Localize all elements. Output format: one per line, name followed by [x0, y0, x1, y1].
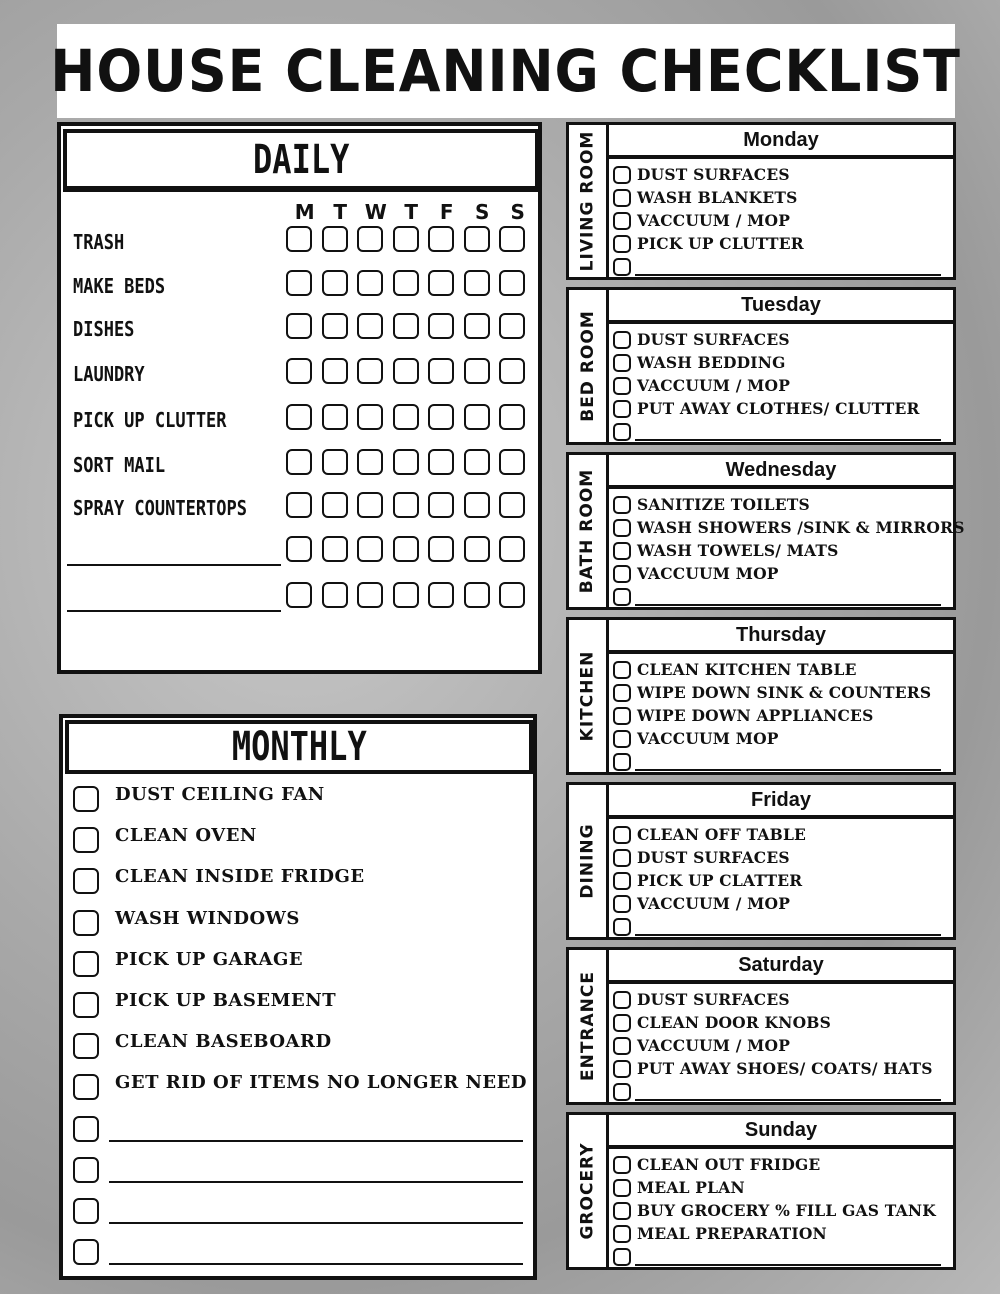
- daily-checkbox[interactable]: [499, 404, 525, 430]
- daily-row: [61, 222, 538, 262]
- weekly-checkbox[interactable]: [613, 354, 631, 372]
- weekly-task-label: DUST SURFACES: [637, 330, 790, 349]
- weekly-task-list: [613, 823, 949, 938]
- monthly-item: [63, 904, 533, 938]
- daily-checkbox[interactable]: [286, 536, 312, 562]
- daily-row: [61, 488, 538, 528]
- day-letter: F: [439, 200, 454, 224]
- monthly-heading-box: [65, 720, 533, 774]
- weekly-task: [613, 704, 949, 727]
- blank-write-in-line[interactable]: [635, 769, 941, 771]
- weekday-heading: Monday: [609, 125, 953, 159]
- blank-write-in-line[interactable]: [635, 439, 941, 441]
- weekly-task-label: VACCUUM MOP: [637, 564, 779, 583]
- daily-checkbox[interactable]: [464, 404, 490, 430]
- weekly-task: [613, 1034, 949, 1057]
- monthly-task-label: CLEAN INSIDE FRIDGE: [115, 866, 365, 888]
- weekly-panel-sunday: [566, 1112, 956, 1270]
- weekly-task-label: WASH BEDDING: [637, 353, 786, 372]
- daily-checkbox-group: [286, 358, 535, 384]
- daily-checkbox[interactable]: [428, 226, 454, 252]
- daily-checkbox[interactable]: [322, 582, 348, 608]
- weekly-task: [613, 681, 949, 704]
- weekly-task: [613, 232, 949, 255]
- weekly-task-list: [613, 988, 949, 1103]
- monthly-checkbox[interactable]: [73, 1033, 99, 1059]
- monthly-task-label: WASH WINDOWS: [115, 907, 300, 929]
- monthly-item: [63, 1027, 533, 1061]
- daily-checkbox-group: [286, 226, 535, 252]
- weekly-task-list: [613, 1153, 949, 1268]
- blank-write-in-line[interactable]: [109, 1222, 523, 1224]
- weekly-checkbox[interactable]: [613, 377, 631, 395]
- weekly-task-label: CLEAN KITCHEN TABLE: [637, 660, 857, 679]
- weekly-task: [613, 1245, 949, 1268]
- page-title: HOUSE CLEANING CHECKLIST: [50, 37, 962, 105]
- weekly-task-list: [613, 493, 965, 608]
- monthly-task-label: GET RID OF ITEMS NO LONGER NEED: [115, 1072, 527, 1094]
- weekly-task: [613, 658, 949, 681]
- weekly-checkbox[interactable]: [613, 1202, 631, 1220]
- weekly-task: [613, 727, 949, 750]
- weekly-checkbox[interactable]: [613, 1083, 631, 1101]
- daily-checkbox[interactable]: [286, 582, 312, 608]
- weekly-task: [613, 1057, 949, 1080]
- weekly-checkbox[interactable]: [613, 849, 631, 867]
- daily-task-label: LAUNDRY: [73, 362, 145, 386]
- daily-checkbox[interactable]: [357, 270, 383, 296]
- daily-checkbox[interactable]: [393, 358, 419, 384]
- room-label-bar: [569, 620, 609, 772]
- weekly-checkbox[interactable]: [613, 258, 631, 276]
- monthly-checkbox[interactable]: [73, 1074, 99, 1100]
- daily-checkbox[interactable]: [499, 270, 525, 296]
- weekly-task: [613, 516, 965, 539]
- daily-checkbox[interactable]: [428, 270, 454, 296]
- weekly-checkbox[interactable]: [613, 423, 631, 441]
- weekly-task-label: BUY GROCERY % FILL GAS TANK: [637, 1201, 936, 1220]
- daily-checkbox[interactable]: [428, 404, 454, 430]
- weekly-task-list: [613, 163, 949, 278]
- daily-checkbox[interactable]: [357, 582, 383, 608]
- weekly-panel-thursday: [566, 617, 956, 775]
- weekly-task-label: VACCUUM / MOP: [637, 1036, 791, 1055]
- monthly-checkbox[interactable]: [73, 1157, 99, 1183]
- weekly-task: [613, 1199, 949, 1222]
- daily-task-label: SORT MAIL: [73, 453, 166, 477]
- weekly-task: [613, 351, 949, 374]
- weekly-task-label: VACCUUM / MOP: [637, 211, 791, 230]
- monthly-item: [63, 1233, 533, 1267]
- daily-checkbox[interactable]: [357, 404, 383, 430]
- room-label: BED ROOM: [577, 310, 598, 422]
- weekly-checkbox[interactable]: [613, 1179, 631, 1197]
- daily-checkbox[interactable]: [322, 313, 348, 339]
- weekly-task-label: DUST SURFACES: [637, 990, 790, 1009]
- daily-checkbox-group: [286, 313, 535, 339]
- weekly-task: [613, 1153, 949, 1176]
- daily-checkbox[interactable]: [286, 226, 312, 252]
- weekly-task-label: MEAL PLAN: [637, 1178, 745, 1197]
- daily-checkbox[interactable]: [322, 226, 348, 252]
- weekly-checkbox[interactable]: [613, 212, 631, 230]
- weekly-checkbox[interactable]: [613, 661, 631, 679]
- room-label: GROCERY: [577, 1142, 598, 1240]
- weekly-task-label: PICK UP CLATTER: [637, 871, 803, 890]
- weekday-heading: Saturday: [609, 950, 953, 984]
- monthly-item: [63, 862, 533, 896]
- weekly-checkbox[interactable]: [613, 565, 631, 583]
- weekly-checkbox[interactable]: [613, 1225, 631, 1243]
- daily-checkbox[interactable]: [286, 492, 312, 518]
- monthly-task-label: PICK UP GARAGE: [115, 948, 304, 970]
- daily-checkbox-group: [286, 270, 535, 296]
- weekly-panel-wednesday: [566, 452, 965, 610]
- weekly-task-label: WASH BLANKETS: [637, 188, 798, 207]
- weekly-checkbox[interactable]: [613, 542, 631, 560]
- daily-checkbox-group: [286, 404, 535, 430]
- room-label: LIVING ROOM: [577, 130, 598, 272]
- monthly-item: [63, 986, 533, 1020]
- daily-checkbox[interactable]: [357, 313, 383, 339]
- weekly-checkbox[interactable]: [613, 991, 631, 1009]
- daily-task-label: MAKE BEDS: [73, 274, 166, 298]
- monthly-item: [63, 945, 533, 979]
- daily-checkbox[interactable]: [393, 270, 419, 296]
- daily-checkbox[interactable]: [286, 270, 312, 296]
- daily-checkbox[interactable]: [393, 536, 419, 562]
- blank-write-in-line[interactable]: [67, 564, 281, 566]
- daily-checkbox[interactable]: [322, 449, 348, 475]
- daily-checkbox[interactable]: [428, 536, 454, 562]
- weekly-checkbox[interactable]: [613, 189, 631, 207]
- room-label: ENTRANCE: [577, 971, 598, 1081]
- weekly-task-label: WIPE DOWN SINK & COUNTERS: [637, 683, 932, 702]
- daily-checkbox[interactable]: [499, 449, 525, 475]
- day-letter: S: [510, 200, 525, 224]
- weekly-task-label: MEAL PREPARATION: [637, 1224, 827, 1243]
- room-label-bar: [569, 455, 609, 607]
- daily-checkbox[interactable]: [393, 492, 419, 518]
- weekly-task-label: CLEAN DOOR KNOBS: [637, 1013, 831, 1032]
- monthly-task-label: PICK UP BASEMENT: [115, 990, 337, 1011]
- daily-checkbox[interactable]: [428, 358, 454, 384]
- daily-task-label: SPRAY COUNTERTOPS: [73, 496, 247, 520]
- day-letter: T: [333, 200, 348, 224]
- daily-checkbox[interactable]: [357, 358, 383, 384]
- blank-write-in-line[interactable]: [635, 274, 941, 276]
- monthly-task-label: CLEAN OVEN: [115, 825, 257, 847]
- weekly-checkbox[interactable]: [613, 872, 631, 890]
- weekly-task-label: WASH SHOWERS /SINK & MIRRORS: [637, 518, 965, 537]
- daily-row: [61, 309, 538, 349]
- blank-write-in-line[interactable]: [109, 1140, 523, 1142]
- weekly-task-label: PUT AWAY CLOTHES/ CLUTTER: [637, 399, 920, 418]
- room-label-bar: [569, 1115, 609, 1267]
- weekly-task-label: DUST SURFACES: [637, 848, 790, 867]
- room-label-bar: [569, 125, 609, 277]
- weekly-task-label: SANITIZE TOILETS: [637, 495, 810, 514]
- weekly-task-label: CLEAN OFF TABLE: [637, 825, 807, 844]
- weekly-task: [613, 1176, 949, 1199]
- daily-checkbox-group: [286, 582, 535, 608]
- weekly-checkbox[interactable]: [613, 166, 631, 184]
- room-label-bar: [569, 785, 609, 937]
- monthly-checkbox[interactable]: [73, 1239, 99, 1265]
- weekly-task: [613, 869, 949, 892]
- daily-row: [61, 532, 538, 572]
- weekly-checkbox[interactable]: [613, 1037, 631, 1055]
- weekly-task-list: [613, 658, 949, 773]
- weekly-checkbox[interactable]: [613, 588, 631, 606]
- weekday-heading: Friday: [609, 785, 953, 819]
- daily-checkbox[interactable]: [464, 313, 490, 339]
- weekly-task-label: VACCUUM MOP: [637, 729, 779, 748]
- daily-checkbox[interactable]: [428, 582, 454, 608]
- daily-checkbox[interactable]: [286, 358, 312, 384]
- weekly-task: [613, 750, 949, 773]
- daily-checkbox[interactable]: [499, 582, 525, 608]
- weekly-task: [613, 328, 949, 351]
- weekly-checkbox[interactable]: [613, 1060, 631, 1078]
- monthly-checkbox[interactable]: [73, 951, 99, 977]
- room-label-bar: [569, 290, 609, 442]
- weekly-task: [613, 1080, 949, 1103]
- monthly-section: [59, 714, 537, 1280]
- daily-checkbox[interactable]: [499, 536, 525, 562]
- weekly-checkbox[interactable]: [613, 1156, 631, 1174]
- daily-checkbox[interactable]: [428, 492, 454, 518]
- weekly-checkbox[interactable]: [613, 331, 631, 349]
- weekly-task: [613, 988, 949, 1011]
- daily-checkbox[interactable]: [464, 449, 490, 475]
- weekly-checkbox[interactable]: [613, 400, 631, 418]
- monthly-item: [63, 1151, 533, 1185]
- monthly-checkbox[interactable]: [73, 1198, 99, 1224]
- daily-row: [61, 266, 538, 306]
- weekly-task: [613, 585, 949, 608]
- weekly-task: [613, 374, 949, 397]
- weekly-task: [613, 493, 949, 516]
- weekly-panel-monday: [566, 122, 956, 280]
- daily-checkbox[interactable]: [393, 404, 419, 430]
- daily-heading: DAILY: [252, 136, 350, 183]
- daily-task-label: DISHES: [73, 317, 135, 341]
- monthly-task-label: CLEAN BASEBOARD: [115, 1031, 332, 1053]
- daily-checkbox[interactable]: [357, 492, 383, 518]
- daily-checkbox[interactable]: [464, 358, 490, 384]
- daily-checkbox[interactable]: [322, 358, 348, 384]
- weekly-checkbox[interactable]: [613, 918, 631, 936]
- daily-heading-box: [63, 129, 539, 192]
- daily-checkbox[interactable]: [464, 270, 490, 296]
- weekly-task: [613, 892, 949, 915]
- monthly-checkbox[interactable]: [73, 910, 99, 936]
- blank-write-in-line[interactable]: [67, 610, 281, 612]
- monthly-checkbox[interactable]: [73, 992, 99, 1018]
- monthly-checkbox[interactable]: [73, 1116, 99, 1142]
- monthly-item: [63, 1192, 533, 1226]
- weekly-task: [613, 915, 949, 938]
- weekday-heading: Wednesday: [609, 455, 953, 489]
- blank-write-in-line[interactable]: [109, 1181, 523, 1183]
- weekly-task-label: DUST SURFACES: [637, 165, 790, 184]
- weekly-checkbox[interactable]: [613, 753, 631, 771]
- day-letters: [287, 200, 536, 224]
- monthly-checkbox[interactable]: [73, 786, 99, 812]
- daily-row: [61, 578, 538, 618]
- weekly-task: [613, 1222, 949, 1245]
- weekly-task: [613, 562, 949, 585]
- daily-checkbox[interactable]: [428, 313, 454, 339]
- weekly-task: [613, 420, 949, 443]
- daily-checkbox-group: [286, 492, 535, 518]
- daily-section: [57, 122, 542, 674]
- weekly-task-label: VACCUUM / MOP: [637, 894, 791, 913]
- daily-checkbox[interactable]: [393, 449, 419, 475]
- weekly-task-list: [613, 328, 949, 443]
- blank-write-in-line[interactable]: [635, 1099, 941, 1101]
- monthly-item: [63, 780, 533, 814]
- daily-checkbox[interactable]: [357, 226, 383, 252]
- monthly-checkbox[interactable]: [73, 827, 99, 853]
- daily-checkbox[interactable]: [464, 536, 490, 562]
- daily-checkbox[interactable]: [393, 226, 419, 252]
- daily-task-label: PICK UP CLUTTER: [73, 408, 227, 432]
- weekly-task: [613, 163, 949, 186]
- weekly-checkbox[interactable]: [613, 895, 631, 913]
- weekly-task-label: PUT AWAY SHOES/ COATS/ HATS: [637, 1059, 933, 1078]
- daily-checkbox[interactable]: [499, 226, 525, 252]
- weekly-task: [613, 209, 949, 232]
- weekly-panel-saturday: [566, 947, 956, 1105]
- monthly-task-label: DUST CEILING FAN: [115, 784, 325, 805]
- weekly-task: [613, 255, 949, 278]
- weekly-task: [613, 823, 949, 846]
- daily-checkbox[interactable]: [499, 313, 525, 339]
- daily-checkbox-group: [286, 536, 535, 562]
- daily-checkbox[interactable]: [464, 582, 490, 608]
- weekly-checkbox[interactable]: [613, 707, 631, 725]
- blank-write-in-line[interactable]: [109, 1263, 523, 1265]
- daily-checkbox[interactable]: [357, 536, 383, 562]
- monthly-item: [63, 1110, 533, 1144]
- daily-checkbox-group: [286, 449, 535, 475]
- daily-checkbox[interactable]: [428, 449, 454, 475]
- monthly-item: [63, 1068, 533, 1102]
- weekly-task-label: WASH TOWELS/ MATS: [637, 541, 839, 560]
- daily-row: [61, 354, 538, 394]
- daily-checkbox[interactable]: [322, 492, 348, 518]
- weekly-task: [613, 846, 949, 869]
- room-label: DINING: [577, 823, 598, 899]
- blank-write-in-line[interactable]: [635, 1264, 941, 1266]
- daily-checkbox[interactable]: [322, 536, 348, 562]
- daily-row: [61, 400, 538, 440]
- daily-checkbox[interactable]: [499, 358, 525, 384]
- weekly-panel-friday: [566, 782, 956, 940]
- day-letter: W: [364, 200, 387, 224]
- daily-checkbox[interactable]: [357, 449, 383, 475]
- room-label: BATH ROOM: [577, 468, 598, 594]
- daily-checkbox[interactable]: [464, 492, 490, 518]
- title-banner: [50, 24, 962, 118]
- weekly-checkbox[interactable]: [613, 684, 631, 702]
- daily-checkbox[interactable]: [393, 313, 419, 339]
- monthly-item: [63, 821, 533, 855]
- daily-task-label: TRASH: [73, 230, 125, 254]
- weekly-checkbox[interactable]: [613, 730, 631, 748]
- daily-checkbox[interactable]: [393, 582, 419, 608]
- monthly-heading: MONTHLY: [231, 724, 367, 770]
- weekly-checkbox[interactable]: [613, 235, 631, 253]
- room-label-bar: [569, 950, 609, 1102]
- daily-checkbox[interactable]: [464, 226, 490, 252]
- blank-write-in-line[interactable]: [635, 934, 941, 936]
- weekly-task-label: PICK UP CLUTTER: [637, 234, 804, 253]
- blank-write-in-line[interactable]: [635, 604, 941, 606]
- weekly-task: [613, 539, 949, 562]
- weekly-checkbox[interactable]: [613, 519, 631, 537]
- daily-checkbox[interactable]: [499, 492, 525, 518]
- daily-checkbox[interactable]: [322, 404, 348, 430]
- day-letter: S: [475, 200, 490, 224]
- weekday-heading: Tuesday: [609, 290, 953, 324]
- weekly-task-label: WIPE DOWN APPLIANCES: [637, 706, 874, 725]
- weekly-task: [613, 397, 949, 420]
- day-letter: M: [294, 200, 315, 224]
- weekly-checkbox[interactable]: [613, 496, 631, 514]
- weekday-heading: Thursday: [609, 620, 953, 654]
- weekly-task: [613, 1011, 949, 1034]
- daily-checkbox[interactable]: [286, 404, 312, 430]
- daily-checkbox[interactable]: [286, 449, 312, 475]
- monthly-checkbox[interactable]: [73, 868, 99, 894]
- weekly-task-label: VACCUUM / MOP: [637, 376, 791, 395]
- daily-row: [61, 445, 538, 485]
- weekly-panel-tuesday: [566, 287, 956, 445]
- weekly-checkbox[interactable]: [613, 826, 631, 844]
- weekly-task: [613, 186, 949, 209]
- weekly-checkbox[interactable]: [613, 1248, 631, 1266]
- daily-checkbox[interactable]: [322, 270, 348, 296]
- weekly-checkbox[interactable]: [613, 1014, 631, 1032]
- room-label: KITCHEN: [577, 650, 598, 742]
- day-letter: T: [404, 200, 419, 224]
- weekday-heading: Sunday: [609, 1115, 953, 1149]
- weekly-task-label: CLEAN OUT FRIDGE: [637, 1155, 821, 1174]
- daily-checkbox[interactable]: [286, 313, 312, 339]
